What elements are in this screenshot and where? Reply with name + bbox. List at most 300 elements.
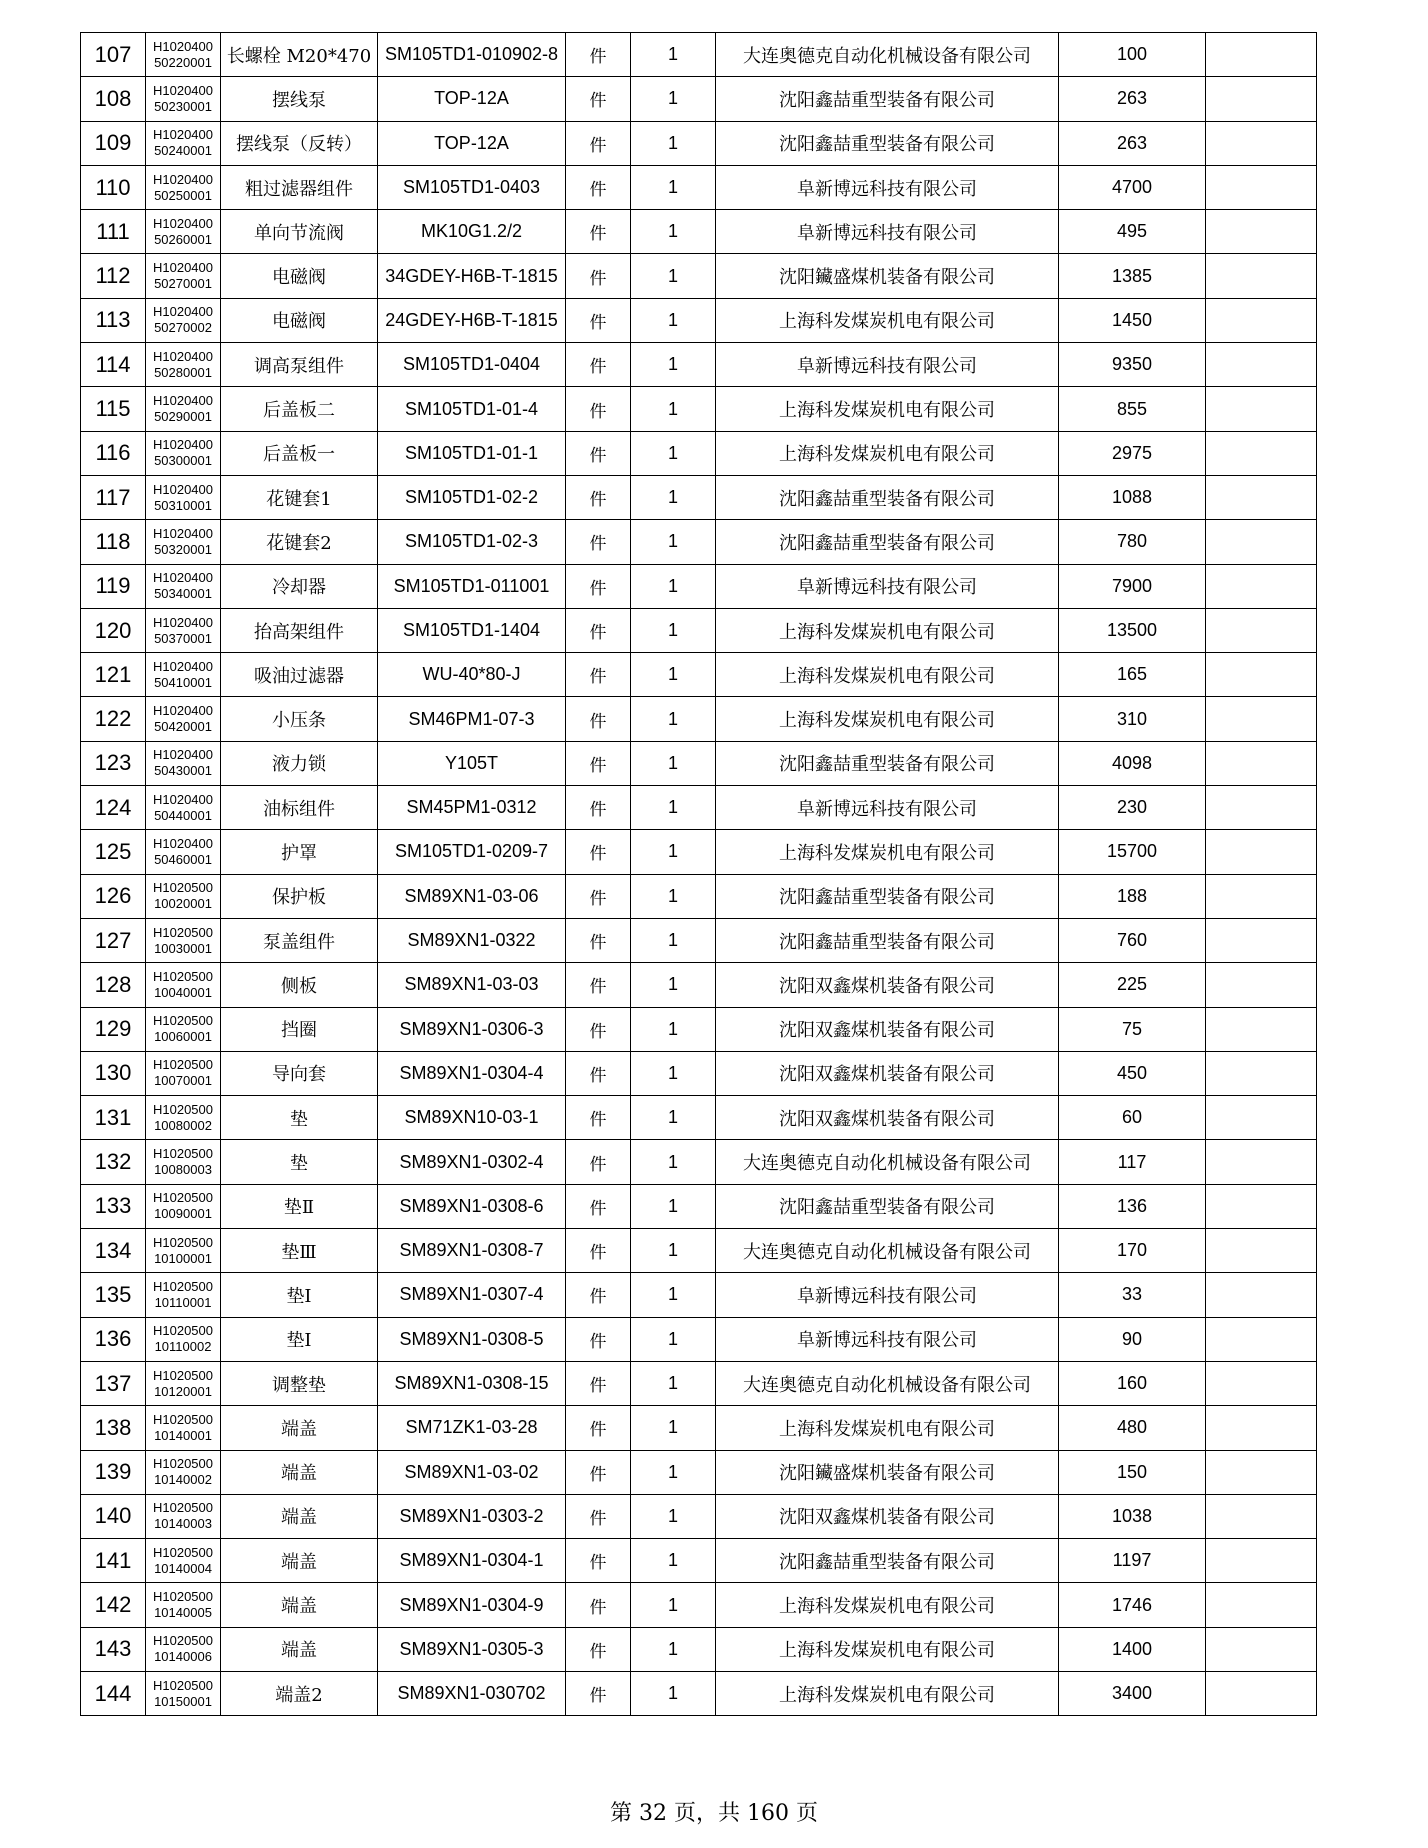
- material-code-line-2: 10030001: [154, 940, 212, 956]
- material-code-line-1: H1020400: [153, 82, 213, 98]
- table-row: [81, 1494, 1317, 1538]
- unit-cell: 件: [566, 77, 631, 121]
- supplier-cell: 阜新博远科技有限公司: [716, 1273, 1059, 1317]
- supplier-cell: 上海科发煤炭机电有限公司: [716, 1583, 1059, 1627]
- material-code-line-2: 10070001: [154, 1073, 212, 1089]
- quantity-cell: 1: [631, 387, 716, 431]
- unit-cell: 件: [566, 298, 631, 342]
- row-number-cell: 125: [81, 830, 146, 874]
- unit-price-cell: 760: [1059, 918, 1206, 962]
- part-name-cell: 垫I: [221, 1273, 378, 1317]
- remark-cell: [1206, 1051, 1317, 1095]
- supplier-cell: 上海科发煤炭机电有限公司: [716, 697, 1059, 741]
- unit-price-cell: 60: [1059, 1096, 1206, 1140]
- material-code-cell: [146, 830, 221, 874]
- table-row: [81, 697, 1317, 741]
- material-code-line-2: 50260001: [154, 231, 212, 247]
- material-code-line-2: 50440001: [154, 807, 212, 823]
- table-row: [81, 254, 1317, 298]
- material-code-line-1: H1020400: [153, 304, 213, 320]
- quantity-cell: 1: [631, 830, 716, 874]
- part-name-cell: 花键套2: [221, 520, 378, 564]
- part-name-cell: 端盖2: [221, 1671, 378, 1715]
- unit-cell: 件: [566, 830, 631, 874]
- model-number-cell: SM89XN10-03-1: [378, 1096, 566, 1140]
- material-code-line-1: H1020500: [153, 1013, 213, 1029]
- row-number-cell: 143: [81, 1627, 146, 1671]
- row-number-cell: 130: [81, 1051, 146, 1095]
- part-name-cell: 端盖: [221, 1406, 378, 1450]
- row-number-cell: 123: [81, 741, 146, 785]
- unit-price-cell: 495: [1059, 210, 1206, 254]
- part-name-cell: 电磁阀: [221, 254, 378, 298]
- material-code-line-1: H1020400: [153, 747, 213, 763]
- material-code-line-2: 50300001: [154, 453, 212, 469]
- remark-cell: [1206, 1671, 1317, 1715]
- table-row: [81, 874, 1317, 918]
- unit-cell: 件: [566, 653, 631, 697]
- unit-price-cell: 33: [1059, 1273, 1206, 1317]
- material-code-cell: [146, 1229, 221, 1273]
- quantity-cell: 1: [631, 1273, 716, 1317]
- material-code-line-2: 10020001: [154, 896, 212, 912]
- part-name-cell: 调整垫: [221, 1361, 378, 1405]
- unit-cell: 件: [566, 1051, 631, 1095]
- quantity-cell: 1: [631, 210, 716, 254]
- material-code-line-1: H1020500: [153, 1146, 213, 1162]
- material-code-line-2: 50340001: [154, 586, 212, 602]
- material-code-cell: [146, 210, 221, 254]
- row-number-cell: 121: [81, 653, 146, 697]
- material-code-line-2: 10110002: [154, 1339, 212, 1355]
- supplier-cell: 大连奥德克自动化机械设备有限公司: [716, 33, 1059, 77]
- unit-price-cell: 780: [1059, 520, 1206, 564]
- unit-price-cell: 160: [1059, 1361, 1206, 1405]
- unit-price-cell: 15700: [1059, 830, 1206, 874]
- unit-price-cell: 90: [1059, 1317, 1206, 1361]
- supplier-cell: 沈阳鑫喆重型装备有限公司: [716, 741, 1059, 785]
- row-number-cell: 112: [81, 254, 146, 298]
- supplier-cell: 大连奥德克自动化机械设备有限公司: [716, 1229, 1059, 1273]
- supplier-cell: 阜新博远科技有限公司: [716, 210, 1059, 254]
- supplier-cell: 大连奥德克自动化机械设备有限公司: [716, 1140, 1059, 1184]
- row-number-cell: 136: [81, 1317, 146, 1361]
- material-code-line-2: 50320001: [154, 541, 212, 557]
- table-row: [81, 963, 1317, 1007]
- row-number-cell: 116: [81, 431, 146, 475]
- part-name-cell: 端盖: [221, 1450, 378, 1494]
- model-number-cell: TOP-12A: [378, 121, 566, 165]
- unit-cell: 件: [566, 1627, 631, 1671]
- supplier-cell: 上海科发煤炭机电有限公司: [716, 1406, 1059, 1450]
- material-code-line-1: H1020400: [153, 703, 213, 719]
- material-code-line-1: H1020500: [153, 924, 213, 940]
- material-code-line-1: H1020400: [153, 38, 213, 54]
- model-number-cell: SM89XN1-0304-9: [378, 1583, 566, 1627]
- material-code-cell: [146, 1494, 221, 1538]
- remark-cell: [1206, 653, 1317, 697]
- quantity-cell: 1: [631, 741, 716, 785]
- unit-price-cell: 117: [1059, 1140, 1206, 1184]
- row-number-cell: 124: [81, 786, 146, 830]
- material-code-line-1: H1020400: [153, 171, 213, 187]
- part-name-cell: 调高泵组件: [221, 343, 378, 387]
- material-code-cell: [146, 520, 221, 564]
- unit-price-cell: 170: [1059, 1229, 1206, 1273]
- supplier-cell: 上海科发煤炭机电有限公司: [716, 653, 1059, 697]
- table-row: [81, 387, 1317, 431]
- model-number-cell: SM105TD1-1404: [378, 608, 566, 652]
- material-code-cell: [146, 1273, 221, 1317]
- part-name-cell: 护罩: [221, 830, 378, 874]
- table-row: [81, 1096, 1317, 1140]
- supplier-cell: 阜新博远科技有限公司: [716, 343, 1059, 387]
- model-number-cell: SM89XN1-0304-4: [378, 1051, 566, 1095]
- remark-cell: [1206, 520, 1317, 564]
- unit-cell: 件: [566, 1229, 631, 1273]
- material-code-cell: [146, 1539, 221, 1583]
- model-number-cell: SM89XN1-03-03: [378, 963, 566, 1007]
- material-code-line-1: H1020400: [153, 215, 213, 231]
- row-number-cell: 142: [81, 1583, 146, 1627]
- material-code-cell: [146, 431, 221, 475]
- table-row: [81, 741, 1317, 785]
- row-number-cell: 115: [81, 387, 146, 431]
- material-code-line-2: 10140003: [154, 1516, 212, 1532]
- quantity-cell: 1: [631, 165, 716, 209]
- remark-cell: [1206, 564, 1317, 608]
- part-name-cell: 长螺栓 M20*470: [221, 33, 378, 77]
- material-code-cell: [146, 1096, 221, 1140]
- material-code-line-1: H1020500: [153, 1323, 213, 1339]
- unit-price-cell: 1746: [1059, 1583, 1206, 1627]
- material-code-cell: [146, 1140, 221, 1184]
- remark-cell: [1206, 786, 1317, 830]
- material-code-line-1: H1020500: [153, 1190, 213, 1206]
- unit-price-cell: 310: [1059, 697, 1206, 741]
- unit-price-cell: 1450: [1059, 298, 1206, 342]
- material-code-cell: [146, 475, 221, 519]
- unit-price-cell: 9350: [1059, 343, 1206, 387]
- table-row: [81, 1671, 1317, 1715]
- material-code-line-2: 10080003: [154, 1162, 212, 1178]
- remark-cell: [1206, 254, 1317, 298]
- row-number-cell: 131: [81, 1096, 146, 1140]
- remark-cell: [1206, 431, 1317, 475]
- material-code-line-2: 10110001: [154, 1294, 212, 1310]
- part-name-cell: 摆线泵: [221, 77, 378, 121]
- model-number-cell: SM105TD1-010902-8: [378, 33, 566, 77]
- supplier-cell: 沈阳鑫喆重型装备有限公司: [716, 1184, 1059, 1228]
- table-row: [81, 830, 1317, 874]
- model-number-cell: SM105TD1-0403: [378, 165, 566, 209]
- material-code-cell: [146, 874, 221, 918]
- part-name-cell: 后盖板二: [221, 387, 378, 431]
- supplier-cell: 阜新博远科技有限公司: [716, 1317, 1059, 1361]
- unit-price-cell: 230: [1059, 786, 1206, 830]
- unit-cell: 件: [566, 387, 631, 431]
- supplier-cell: 沈阳鑫喆重型装备有限公司: [716, 520, 1059, 564]
- unit-price-cell: 263: [1059, 121, 1206, 165]
- quantity-cell: 1: [631, 1671, 716, 1715]
- unit-cell: 件: [566, 475, 631, 519]
- quantity-cell: 1: [631, 475, 716, 519]
- material-code-cell: [146, 1317, 221, 1361]
- remark-cell: [1206, 1007, 1317, 1051]
- quantity-cell: 1: [631, 608, 716, 652]
- material-code-cell: [146, 77, 221, 121]
- model-number-cell: SM71ZK1-03-28: [378, 1406, 566, 1450]
- row-number-cell: 132: [81, 1140, 146, 1184]
- unit-price-cell: 263: [1059, 77, 1206, 121]
- material-code-line-1: H1020500: [153, 1677, 213, 1693]
- supplier-cell: 上海科发煤炭机电有限公司: [716, 830, 1059, 874]
- quantity-cell: 1: [631, 963, 716, 1007]
- material-code-line-1: H1020500: [153, 968, 213, 984]
- part-name-cell: 液力锁: [221, 741, 378, 785]
- part-name-cell: 吸油过滤器: [221, 653, 378, 697]
- material-code-line-2: 50270002: [154, 320, 212, 336]
- supplier-cell: 沈阳鑶盛煤机装备有限公司: [716, 254, 1059, 298]
- part-name-cell: 端盖: [221, 1583, 378, 1627]
- unit-cell: 件: [566, 1406, 631, 1450]
- material-code-line-1: H1020500: [153, 1367, 213, 1383]
- row-number-cell: 137: [81, 1361, 146, 1405]
- unit-price-cell: 855: [1059, 387, 1206, 431]
- material-code-line-1: H1020500: [153, 880, 213, 896]
- remark-cell: [1206, 343, 1317, 387]
- supplier-cell: 上海科发煤炭机电有限公司: [716, 298, 1059, 342]
- part-name-cell: 冷却器: [221, 564, 378, 608]
- part-name-cell: 侧板: [221, 963, 378, 1007]
- remark-cell: [1206, 1361, 1317, 1405]
- unit-cell: 件: [566, 741, 631, 785]
- row-number-cell: 134: [81, 1229, 146, 1273]
- row-number-cell: 111: [81, 210, 146, 254]
- table-row: [81, 653, 1317, 697]
- supplier-cell: 沈阳双鑫煤机装备有限公司: [716, 1007, 1059, 1051]
- remark-cell: [1206, 1494, 1317, 1538]
- unit-price-cell: 7900: [1059, 564, 1206, 608]
- table-row: [81, 343, 1317, 387]
- model-number-cell: SM105TD1-02-2: [378, 475, 566, 519]
- quantity-cell: 1: [631, 1406, 716, 1450]
- material-code-cell: [146, 387, 221, 431]
- model-number-cell: Y105T: [378, 741, 566, 785]
- remark-cell: [1206, 387, 1317, 431]
- material-code-line-1: H1020400: [153, 127, 213, 143]
- material-code-line-2: 10140002: [154, 1472, 212, 1488]
- material-code-cell: [146, 697, 221, 741]
- material-code-line-2: 50410001: [154, 674, 212, 690]
- quantity-cell: 1: [631, 697, 716, 741]
- table-row: [81, 1229, 1317, 1273]
- material-code-line-1: H1020500: [153, 1101, 213, 1117]
- row-number-cell: 108: [81, 77, 146, 121]
- unit-cell: 件: [566, 1361, 631, 1405]
- table-row: [81, 431, 1317, 475]
- unit-cell: 件: [566, 1007, 631, 1051]
- material-code-cell: [146, 918, 221, 962]
- row-number-cell: 139: [81, 1450, 146, 1494]
- material-code-line-1: H1020400: [153, 658, 213, 674]
- remark-cell: [1206, 210, 1317, 254]
- unit-cell: 件: [566, 33, 631, 77]
- unit-cell: 件: [566, 786, 631, 830]
- table-row: [81, 1361, 1317, 1405]
- material-code-line-2: 10060001: [154, 1029, 212, 1045]
- model-number-cell: SM89XN1-03-06: [378, 874, 566, 918]
- model-number-cell: SM89XN1-030702: [378, 1671, 566, 1715]
- row-number-cell: 113: [81, 298, 146, 342]
- remark-cell: [1206, 1229, 1317, 1273]
- material-code-line-1: H1020400: [153, 437, 213, 453]
- unit-price-cell: 1088: [1059, 475, 1206, 519]
- table-row: [81, 33, 1317, 77]
- unit-cell: 件: [566, 1317, 631, 1361]
- material-code-cell: [146, 121, 221, 165]
- unit-cell: 件: [566, 520, 631, 564]
- part-name-cell: 垫Ⅲ: [221, 1229, 378, 1273]
- table-row: [81, 121, 1317, 165]
- unit-cell: 件: [566, 918, 631, 962]
- part-name-cell: 导向套: [221, 1051, 378, 1095]
- supplier-cell: 沈阳鑶盛煤机装备有限公司: [716, 1450, 1059, 1494]
- model-number-cell: SM105TD1-01-1: [378, 431, 566, 475]
- quantity-cell: 1: [631, 1627, 716, 1671]
- quantity-cell: 1: [631, 1494, 716, 1538]
- material-code-line-1: H1020400: [153, 570, 213, 586]
- material-code-line-1: H1020500: [153, 1589, 213, 1605]
- remark-cell: [1206, 608, 1317, 652]
- material-code-line-2: 10040001: [154, 984, 212, 1000]
- part-name-cell: 摆线泵（反转）: [221, 121, 378, 165]
- row-number-cell: 135: [81, 1273, 146, 1317]
- unit-cell: 件: [566, 1273, 631, 1317]
- material-code-line-2: 50220001: [154, 54, 212, 70]
- material-code-cell: [146, 1450, 221, 1494]
- model-number-cell: SM89XN1-0305-3: [378, 1627, 566, 1671]
- part-name-cell: 电磁阀: [221, 298, 378, 342]
- part-name-cell: 花键套1: [221, 475, 378, 519]
- material-code-cell: [146, 1671, 221, 1715]
- supplier-cell: 阜新博远科技有限公司: [716, 786, 1059, 830]
- row-number-cell: 118: [81, 520, 146, 564]
- model-number-cell: SM105TD1-02-3: [378, 520, 566, 564]
- table-row: [81, 1007, 1317, 1051]
- row-number-cell: 144: [81, 1671, 146, 1715]
- part-name-cell: 垫: [221, 1140, 378, 1184]
- quantity-cell: 1: [631, 520, 716, 564]
- quantity-cell: 1: [631, 121, 716, 165]
- remark-cell: [1206, 1184, 1317, 1228]
- unit-price-cell: 2975: [1059, 431, 1206, 475]
- quantity-cell: 1: [631, 1229, 716, 1273]
- remark-cell: [1206, 298, 1317, 342]
- material-code-cell: [146, 1406, 221, 1450]
- unit-price-cell: 4098: [1059, 741, 1206, 785]
- unit-price-cell: 188: [1059, 874, 1206, 918]
- part-name-cell: 垫I: [221, 1317, 378, 1361]
- quantity-cell: 1: [631, 786, 716, 830]
- row-number-cell: 128: [81, 963, 146, 1007]
- supplier-cell: 沈阳鑫喆重型装备有限公司: [716, 121, 1059, 165]
- remark-cell: [1206, 1539, 1317, 1583]
- row-number-cell: 117: [81, 475, 146, 519]
- page-footer: 第 32 页，共 160 页: [610, 1801, 818, 1826]
- row-number-cell: 110: [81, 165, 146, 209]
- row-number-cell: 126: [81, 874, 146, 918]
- material-code-line-1: H1020500: [153, 1544, 213, 1560]
- remark-cell: [1206, 475, 1317, 519]
- part-name-cell: 端盖: [221, 1494, 378, 1538]
- model-number-cell: SM89XN1-0304-1: [378, 1539, 566, 1583]
- table-row: [81, 1184, 1317, 1228]
- table-row: [81, 210, 1317, 254]
- supplier-cell: 沈阳双鑫煤机装备有限公司: [716, 1494, 1059, 1538]
- material-code-line-1: H1020500: [153, 1500, 213, 1516]
- material-code-line-2: 10140004: [154, 1560, 212, 1576]
- material-code-line-1: H1020400: [153, 393, 213, 409]
- remark-cell: [1206, 33, 1317, 77]
- material-code-line-1: H1020500: [153, 1278, 213, 1294]
- remark-cell: [1206, 963, 1317, 1007]
- unit-cell: 件: [566, 608, 631, 652]
- remark-cell: [1206, 1096, 1317, 1140]
- unit-price-cell: 1400: [1059, 1627, 1206, 1671]
- supplier-cell: 沈阳双鑫煤机装备有限公司: [716, 963, 1059, 1007]
- material-code-cell: [146, 254, 221, 298]
- quantity-cell: 1: [631, 431, 716, 475]
- remark-cell: [1206, 1273, 1317, 1317]
- row-number-cell: 114: [81, 343, 146, 387]
- unit-price-cell: 1038: [1059, 1494, 1206, 1538]
- model-number-cell: SM89XN1-0307-4: [378, 1273, 566, 1317]
- supplier-cell: 上海科发煤炭机电有限公司: [716, 608, 1059, 652]
- unit-cell: 件: [566, 564, 631, 608]
- unit-cell: 件: [566, 431, 631, 475]
- material-code-cell: [146, 1627, 221, 1671]
- material-code-cell: [146, 1361, 221, 1405]
- model-number-cell: SM89XN1-0308-15: [378, 1361, 566, 1405]
- table-row: [81, 1450, 1317, 1494]
- quantity-cell: 1: [631, 564, 716, 608]
- unit-price-cell: 450: [1059, 1051, 1206, 1095]
- table-row: [81, 1627, 1317, 1671]
- remark-cell: [1206, 874, 1317, 918]
- unit-price-cell: 225: [1059, 963, 1206, 1007]
- part-name-cell: 小压条: [221, 697, 378, 741]
- unit-price-cell: 3400: [1059, 1671, 1206, 1715]
- material-code-line-1: H1020400: [153, 525, 213, 541]
- supplier-cell: 上海科发煤炭机电有限公司: [716, 431, 1059, 475]
- supplier-cell: 沈阳鑫喆重型装备有限公司: [716, 77, 1059, 121]
- model-number-cell: SM105TD1-0209-7: [378, 830, 566, 874]
- unit-price-cell: 13500: [1059, 608, 1206, 652]
- part-name-cell: 粗过滤器组件: [221, 165, 378, 209]
- table-row: [81, 786, 1317, 830]
- material-code-line-2: 10100001: [154, 1250, 212, 1266]
- model-number-cell: 34GDEY-H6B-T-1815: [378, 254, 566, 298]
- supplier-cell: 沈阳鑫喆重型装备有限公司: [716, 1539, 1059, 1583]
- table-row: [81, 1406, 1317, 1450]
- unit-price-cell: 1197: [1059, 1539, 1206, 1583]
- model-number-cell: SM89XN1-0308-7: [378, 1229, 566, 1273]
- quantity-cell: 1: [631, 343, 716, 387]
- part-name-cell: 端盖: [221, 1539, 378, 1583]
- supplier-cell: 上海科发煤炭机电有限公司: [716, 1627, 1059, 1671]
- row-number-cell: 122: [81, 697, 146, 741]
